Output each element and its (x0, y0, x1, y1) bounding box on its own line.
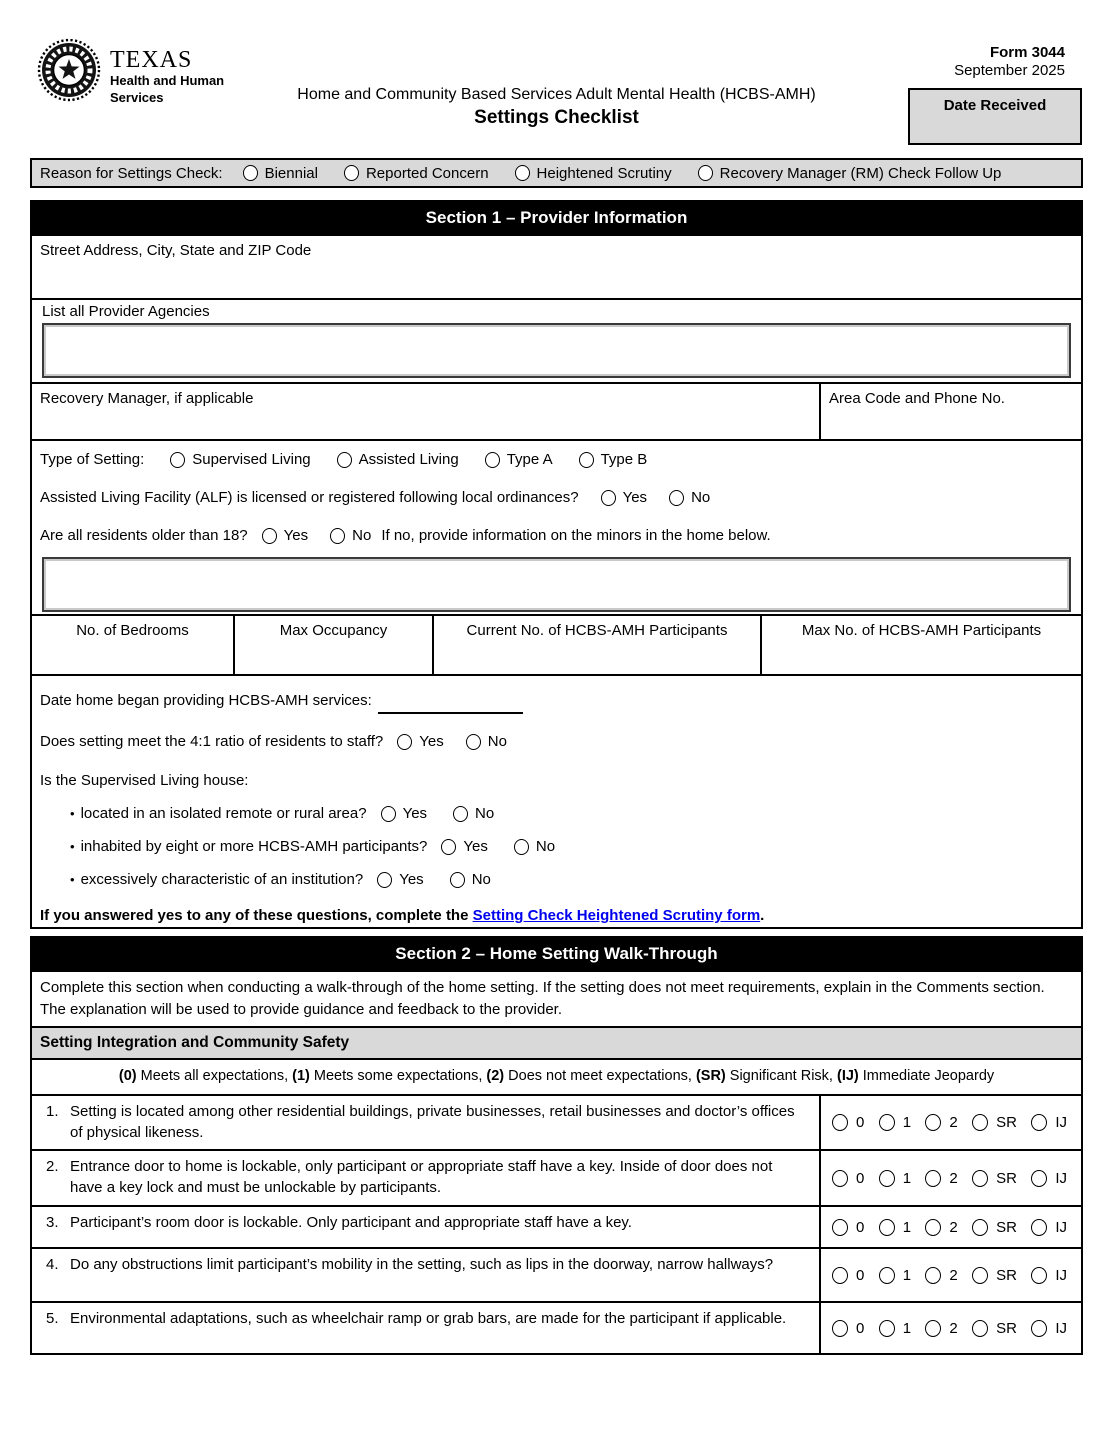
rating-0-label: 0 (856, 1266, 865, 1284)
date-received-box[interactable] (908, 88, 1082, 145)
q5-rating-sr-radio[interactable] (972, 1320, 988, 1337)
rating-ij-label: IJ (1055, 1266, 1067, 1284)
rating-sr-label: SR (996, 1319, 1017, 1337)
street-address-field[interactable] (32, 234, 1081, 298)
q5-rating-2-radio[interactable] (925, 1320, 941, 1337)
sl-rural-no-label: No (475, 805, 495, 822)
rating-0-label: 0 (856, 1169, 865, 1187)
q3-rating-2-radio[interactable] (925, 1219, 941, 1236)
rating-2-label: 2 (949, 1266, 958, 1284)
bullet-icon: • (70, 839, 75, 854)
date-began-input-line[interactable] (378, 712, 523, 714)
type-a-radio[interactable] (485, 452, 500, 468)
ratio-no-radio[interactable] (466, 734, 481, 750)
question-1-text: Setting is located among other residential buildings, private businesses, retail businesses and doctor’s offices of physical likeness. (70, 1103, 795, 1141)
question-row-5 (32, 1301, 1081, 1353)
form-header (30, 0, 1083, 158)
current-participants-header: Current No. of HCBS-AMH Participants (466, 622, 728, 639)
sl-rural-yes-radio[interactable] (381, 806, 396, 822)
q2-rating-1-radio[interactable] (879, 1170, 895, 1187)
residents-note: If no, provide information on the minors in the home below. (381, 527, 771, 544)
reason-heightened-scrutiny-radio[interactable] (515, 165, 530, 181)
reason-rm-follow-up-label: Recovery Manager (RM) Check Follow Up (719, 164, 1002, 182)
sl-rural-yes-label: Yes (402, 805, 428, 822)
reason-heightened-scrutiny-label: Heightened Scrutiny (536, 164, 672, 182)
section-1-title: Section 1 – Provider Information (32, 202, 1081, 234)
rating-ij-label: IJ (1055, 1319, 1067, 1337)
type-b-label: Type B (600, 451, 648, 468)
date-began-label: Date home began providing HCBS-AMH services: (40, 692, 372, 709)
residents-yes-radio[interactable] (262, 528, 277, 544)
sl-rural-no-radio[interactable] (453, 806, 468, 822)
question-2-number: 2. (46, 1158, 59, 1175)
rating-legend: (0) Meets all expectations, (1) Meets some expectations, (2) Does not meet expectations, (SR) Significant Risk, (IJ) Immediate Jeopardy (32, 1058, 1081, 1094)
type-assisted-living-radio[interactable] (337, 452, 352, 468)
sl-institution-yes-radio[interactable] (377, 872, 392, 888)
q5-rating-ij-radio[interactable] (1031, 1320, 1047, 1337)
bedrooms-header: No. of Bedrooms (76, 622, 189, 639)
max-participants-field[interactable] (760, 616, 1081, 674)
question-3-number: 3. (46, 1214, 59, 1231)
rating-ij-label: IJ (1055, 1114, 1067, 1131)
ratio-yes-label: Yes (419, 733, 444, 750)
rating-0-label: 0 (856, 1319, 865, 1337)
q5-rating-1-radio[interactable] (879, 1320, 895, 1337)
sl-bullet-3-label: excessively characteristic of an institution? (80, 871, 364, 888)
sl-eight-yes-radio[interactable] (441, 839, 456, 855)
bullet-icon: • (70, 872, 75, 887)
alf-yes-label: Yes (622, 489, 648, 506)
bedrooms-field[interactable] (32, 616, 233, 674)
reason-label: Reason for Settings Check: (40, 164, 223, 182)
q2-rating-0-radio[interactable] (832, 1170, 848, 1187)
q4-rating-0-radio[interactable] (832, 1267, 848, 1284)
q3-rating-sr-radio[interactable] (972, 1219, 988, 1236)
sl-bullet-2-label: inhabited by eight or more HCBS-AMH participants? (80, 838, 428, 855)
section-2-intro: Complete this section when conducting a walk-through of the home setting. If the setting does not meet requirements, explain in the Comments section. The explanation will be used to provide guidance and feedback to the provider. (32, 970, 1081, 1026)
rating-sr-label: SR (996, 1218, 1017, 1236)
q3-rating-ij-radio[interactable] (1031, 1219, 1047, 1236)
question-4-text: Do any obstructions limit participant’s mobility in the setting, such as lips in the doorway, narrow hallways? (70, 1256, 774, 1273)
minors-info-input[interactable] (42, 557, 1071, 612)
residents-yes-label: Yes (283, 527, 309, 544)
question-5-number: 5. (46, 1310, 59, 1327)
type-a-label: Type A (506, 451, 553, 468)
rating-ij-label: IJ (1055, 1169, 1067, 1187)
provider-agencies-label: List all Provider Agencies (42, 303, 210, 320)
heightened-scrutiny-note: If you answered yes to any of these questions, complete the (40, 907, 473, 924)
type-b-radio[interactable] (579, 452, 594, 468)
reason-for-settings-check-bar (30, 158, 1083, 188)
rating-1-label: 1 (902, 1266, 912, 1284)
street-address-label: Street Address, City, State and ZIP Code (40, 242, 312, 259)
rating-1-label: 1 (902, 1319, 912, 1337)
rating-1-label: 1 (902, 1169, 912, 1187)
sl-eight-no-label: No (535, 838, 556, 855)
sl-institution-no-label: No (471, 871, 491, 888)
bullet-icon: • (70, 806, 75, 821)
q4-rating-ij-radio[interactable] (1031, 1267, 1047, 1284)
rating-1-label: 1 (902, 1218, 912, 1236)
q2-rating-2-radio[interactable] (925, 1170, 941, 1187)
residents-no-label: No (352, 527, 372, 544)
rating-0-label: 0 (856, 1114, 865, 1131)
recovery-manager-label: Recovery Manager, if applicable (40, 390, 254, 407)
question-3-text: Participant’s room door is lockable. Only participant and appropriate staff have a key. (70, 1214, 632, 1231)
rating-ij-label: IJ (1055, 1218, 1067, 1236)
current-participants-field[interactable] (432, 616, 760, 674)
rating-sr-label: SR (996, 1169, 1017, 1187)
q1-rating-sr-radio[interactable] (972, 1114, 988, 1131)
section-1 (30, 200, 1083, 929)
type-supervised-living-label: Supervised Living (192, 451, 311, 468)
type-supervised-living-radio[interactable] (170, 452, 185, 468)
q4-rating-sr-radio[interactable] (972, 1267, 988, 1284)
question-row-4 (32, 1247, 1081, 1301)
form-date: September 2025 (954, 62, 1065, 79)
form-number: Form 3044 (989, 44, 1065, 61)
q1-rating-ij-radio[interactable] (1031, 1114, 1047, 1131)
note-period: . (760, 907, 765, 924)
alf-yes-radio[interactable] (601, 490, 616, 506)
rating-2-label: 2 (949, 1319, 958, 1337)
section-2 (30, 936, 1083, 1355)
reason-biennial-label: Biennial (264, 164, 318, 182)
form-title-line1: Home and Community Based Services Adult Mental Health (HCBS-AMH) (297, 86, 816, 103)
alf-question-label: Assisted Living Facility (ALF) is licensed or registered following local ordinances? (40, 489, 579, 506)
alf-no-radio[interactable] (669, 490, 684, 506)
question-row-1 (32, 1094, 1081, 1149)
rating-sr-label: SR (996, 1266, 1017, 1284)
q2-rating-ij-radio[interactable] (1031, 1170, 1047, 1187)
question-row-3 (32, 1205, 1081, 1247)
question-row-2 (32, 1149, 1081, 1205)
max-participants-header: Max No. of HCBS-AMH Participants (801, 622, 1042, 639)
section-2-title: Section 2 – Home Setting Walk-Through (32, 938, 1081, 970)
reason-rm-follow-up-radio[interactable] (698, 165, 713, 181)
rating-2-label: 2 (949, 1169, 958, 1187)
question-2-text: Entrance door to home is lockable, only participant or appropriate staff have a key. Inside of door does not have a key lock and must be unlockable by participants. (70, 1158, 773, 1196)
type-assisted-living-label: Assisted Living (358, 451, 459, 468)
reason-reported-concern-radio[interactable] (344, 165, 359, 181)
ratio-no-label: No (487, 733, 507, 750)
provider-agencies-input[interactable] (42, 323, 1071, 378)
ratio-yes-radio[interactable] (397, 734, 412, 750)
alf-no-label: No (691, 489, 711, 506)
question-1-number: 1. (46, 1103, 59, 1120)
rating-0-label: 0 (856, 1218, 865, 1236)
q2-rating-sr-radio[interactable] (972, 1170, 988, 1187)
reason-biennial-radio[interactable] (243, 165, 258, 181)
question-4-number: 4. (46, 1256, 59, 1273)
reason-reported-concern-label: Reported Concern (365, 164, 489, 182)
q1-rating-0-radio[interactable] (832, 1114, 848, 1131)
sl-house-label: Is the Supervised Living house: (40, 772, 249, 789)
q5-rating-0-radio[interactable] (832, 1320, 848, 1337)
subsection-header: Setting Integration and Community Safety (32, 1026, 1081, 1058)
agency-subtitle-2: Services (110, 90, 164, 105)
phone-field[interactable] (819, 384, 1081, 439)
residents-question-label: Are all residents older than 18? (40, 527, 248, 544)
max-occupancy-field[interactable] (233, 616, 432, 674)
q4-rating-2-radio[interactable] (925, 1267, 941, 1284)
q1-rating-2-radio[interactable] (925, 1114, 941, 1131)
rating-sr-label: SR (996, 1114, 1017, 1131)
sl-eight-no-radio[interactable] (514, 839, 529, 855)
q4-rating-1-radio[interactable] (879, 1267, 895, 1284)
phone-label: Area Code and Phone No. (829, 390, 1005, 407)
agency-name: TEXAS (110, 47, 193, 73)
question-5-text: Environmental adaptations, such as wheelchair ramp or grab bars, are made for the participant if applicable. (70, 1310, 787, 1327)
rating-2-label: 2 (949, 1218, 958, 1236)
type-of-setting-label: Type of Setting: (40, 451, 145, 468)
q3-rating-0-radio[interactable] (832, 1219, 848, 1236)
form-title-line2: Settings Checklist (474, 107, 639, 128)
sl-institution-yes-label: Yes (399, 871, 424, 888)
q3-rating-1-radio[interactable] (879, 1219, 895, 1236)
ratio-question-label: Does setting meet the 4:1 ratio of residents to staff? (40, 733, 384, 750)
sl-institution-no-radio[interactable] (450, 872, 465, 888)
residents-no-radio[interactable] (330, 528, 345, 544)
sl-bullet-1-label: located in an isolated remote or rural area? (80, 805, 367, 822)
agency-subtitle-1: Health and Human (110, 73, 225, 88)
rating-1-label: 1 (902, 1114, 912, 1131)
recovery-manager-field[interactable] (32, 384, 819, 439)
date-received-label: Date Received (943, 97, 1047, 114)
q1-rating-1-radio[interactable] (879, 1114, 895, 1131)
sl-eight-yes-label: Yes (463, 838, 488, 855)
heightened-scrutiny-form-link[interactable]: Setting Check Heightened Scrutiny form (472, 907, 761, 924)
rating-2-label: 2 (949, 1114, 958, 1131)
max-occupancy-header: Max Occupancy (279, 622, 388, 639)
